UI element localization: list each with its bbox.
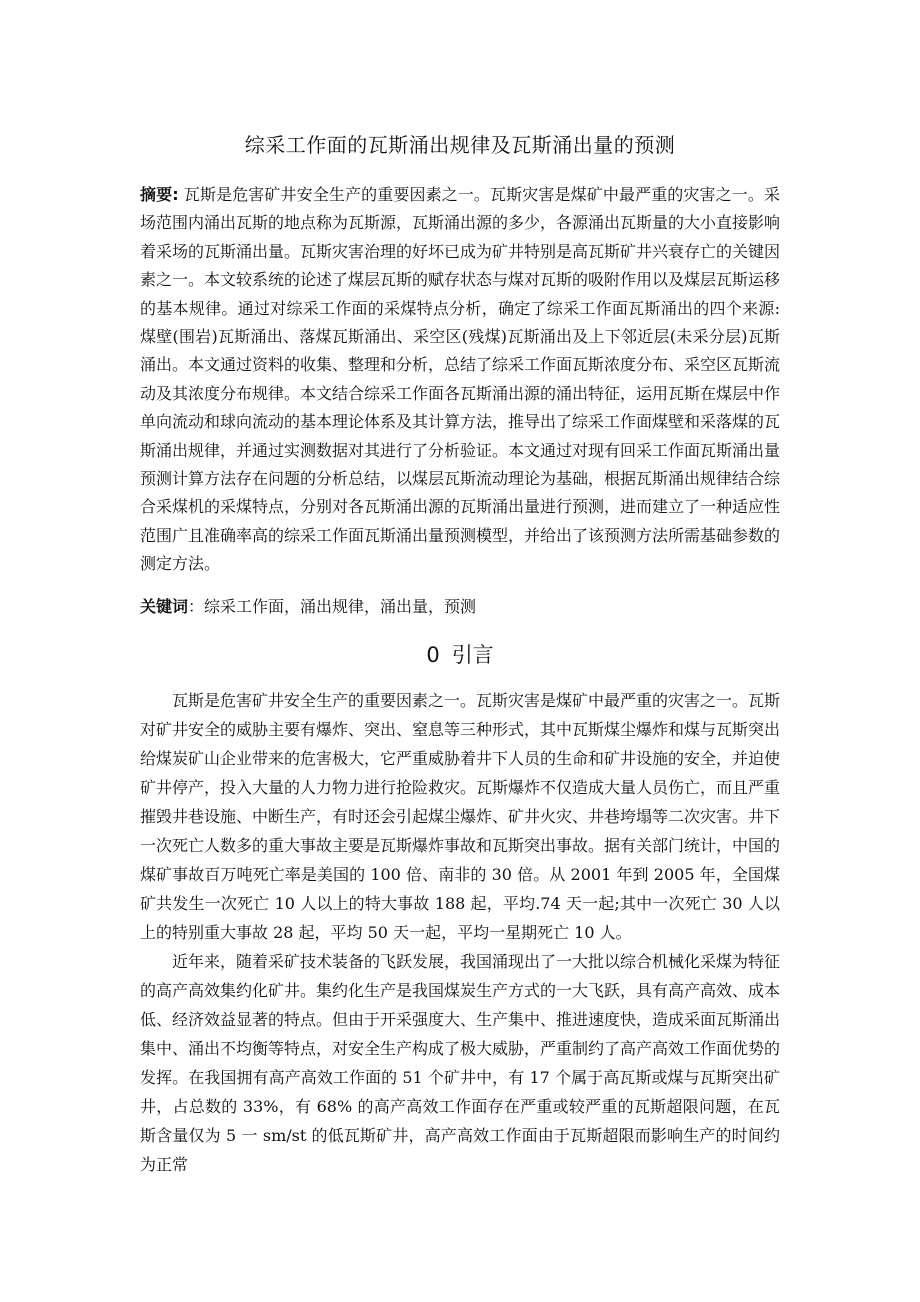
abstract-text: 瓦斯是危害矿井安全生产的重要因素之一。瓦斯灾害是煤矿中最严重的灾害之一。采场范围内涌出瓦斯的地点称为瓦斯源，瓦斯涌出源的多少，各源涌出瓦斯量的大小直接影响着采场的瓦斯涌出量。瓦斯灾害治理的好坏已成为矿井特别是高瓦斯矿井兴衰存亡的关键因素之一。本文较系统的论述了煤层瓦斯的赋存状态与煤对瓦斯的吸附作用以及煤层瓦斯运移的基本规律。通过对综采工作面的采煤特点分析，确定了综采工作面瓦斯涌出的四个来源:煤壁(围岩)瓦斯涌出、落煤瓦斯涌出、采空区(残煤)瓦斯涌出及上下邻近层(未采分层)瓦斯涌出。本文通过资料的收集、整理和分析，总结了综采工作面瓦斯浓度分布、采空区瓦斯流动及其浓度分布规律。本文结合综采工作面各瓦斯涌出源的涌出特征，运用瓦斯在煤层中作单向流动和球向流动的基本理论体系及其计算方法，推导出了综采工作面煤壁和采落煤的瓦斯涌出规律，并通过实测数据对其进行了分析验证。本文通过对现有回采工作面瓦斯涌出量预测计算方法存在问题的分析总结，以煤层瓦斯流动理论为基础，根据瓦斯涌出规律结合综合采煤机的采煤特点，分别对各瓦斯涌出源的瓦斯涌出量进行预测，进而建立了一种适应性范围广且准确率高的综采工作面瓦斯涌出量预测模型，并给出了该预测方法所需基础参数的测定方法。 xyxy=(140,185,781,574)
keywords-text: ：综采工作面，涌出规律，涌出量，预测 xyxy=(188,597,477,616)
body-paragraph-1: 瓦斯是危害矿井安全生产的重要因素之一。瓦斯灾害是煤矿中最严重的灾害之一。瓦斯对矿井安全的威胁主要有爆炸、突出、窒息等三种形式，其中瓦斯煤尘爆炸和煤与瓦斯突出给煤炭矿山企业带来的危害极大，它严重威胁着井下人员的生命和矿井设施的安全，并迫使矿井停产，投入大量的人力物力进行抢险救灾。瓦斯爆炸不仅造成大量人员伤亡，而且严重摧毁井巷设施、中断生产，有时还会引起煤尘爆炸、矿井火灾、井巷垮塌等二次灾害。井下一次死亡人数多的重大事故主要是瓦斯爆炸事故和瓦斯突出事故。据有关部门统计，中国的煤矿事故百万吨死亡率是美国的 100 倍、南非的 30 倍。从 2001 年到 2005 年，全国煤矿共发生一次死亡 10 人以上的特大事故 188 起，平均.74 天一起;其中一次死亡 30 人以上的特别重大事故 28 起，平均 50 天一起，平均一星期死亡 10 人。 xyxy=(140,691,781,942)
section-heading xyxy=(0,640,920,670)
section-title: 引言 xyxy=(451,643,494,667)
keywords xyxy=(140,593,780,621)
keywords-label: 关键词 xyxy=(140,597,189,616)
body-paragraph-2: 近年来，随着采矿技术装备的飞跃发展，我国涌现出了一大批以综合机械化采煤为特征的高产高效集约化矿井。集约化生产是我国煤炭生产方式的一大飞跃，具有高产高效、成本低、经济效益显著的特点。但由于开采强度大、生产集中、推进速度快，造成采面瓦斯涌出集中、涌出不均衡等特点，对安全生产构成了极大威胁，严重制约了高产高效工作面优势的发挥。在我国拥有高产高效工作面的 51 个矿井中，有 17 个属于高瓦斯或煤与瓦斯突出矿井，占总数的 33%，有 68% 的高产高效工作面存在严重或较严重的瓦斯超限问题，在瓦斯含量仅为 5 一 sm/st 的低瓦斯矿井，高产高效工作面由于瓦斯超限而影响生产的时间约为正常 xyxy=(140,952,781,1174)
section-number: 0 xyxy=(426,643,440,667)
abstract xyxy=(140,181,780,579)
abstract-label: 摘要: xyxy=(140,185,179,204)
paper-title: 综采工作面的瓦斯涌出规律及瓦斯涌出量的预测 xyxy=(244,133,676,157)
